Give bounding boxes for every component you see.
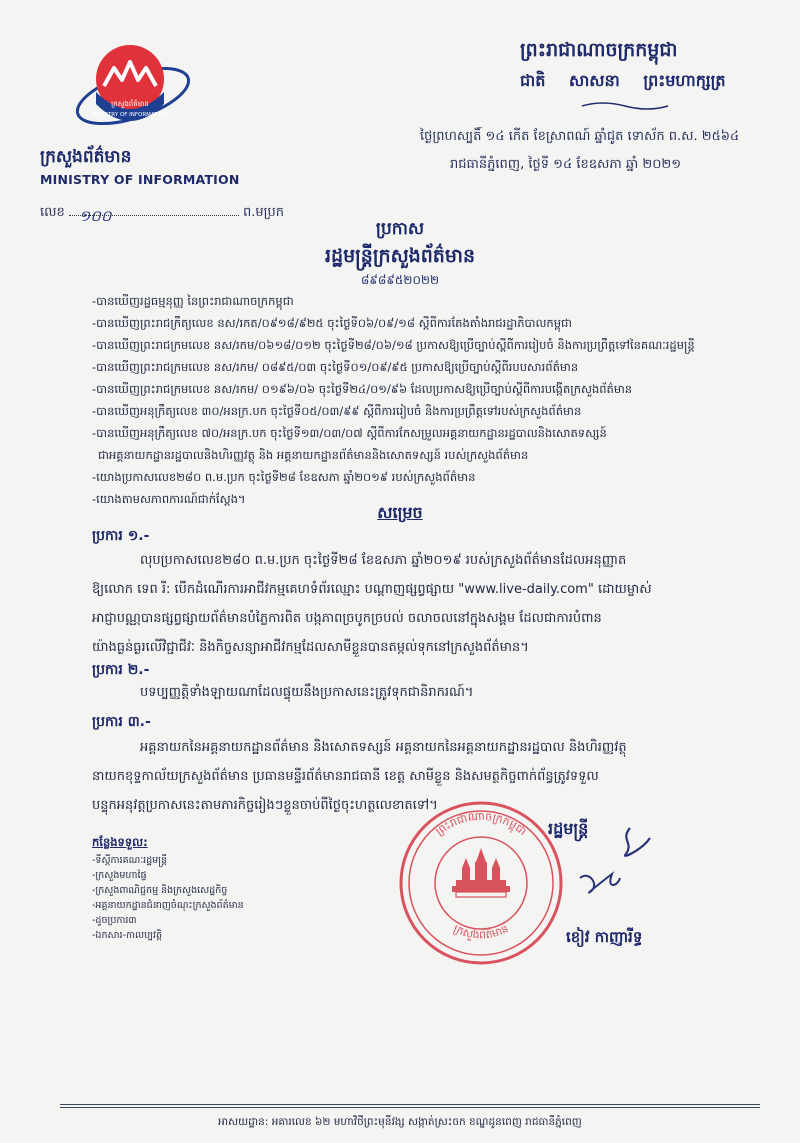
article-line: នាយកខុទ្ទកាល័យក្រសួងព័ត៌មាន ប្រធានមន្ទីរព័ត៌មានរាជធានី ខេត្ត សាមីខ្លួន និងសមត្ថកិច្ចពាក់ព័ន្ធត្រូវទទួល xyxy=(92,769,599,784)
cc-item: -ដូចប្រការ៣ xyxy=(92,915,137,926)
footer-divider xyxy=(60,1104,760,1105)
decision-heading: សម្រេច xyxy=(377,503,423,522)
preamble-item: ជាអគ្គនាយកដ្ឋានរដ្ឋបាលនិងហិរញ្ញវត្ថុ និង អគ្គនាយកដ្ឋានព័ត៌មាននិងសោតទស្សន៍ របស់ក្រសួងព័ត៌មាន xyxy=(98,448,529,462)
preamble-item: -បានឃើញរដ្ឋធម្មនុញ្ញ នៃព្រះរាជាណាចក្រកម្ពុជា xyxy=(92,294,294,308)
seal-text-top: ព្រះរាជាណាចក្រកម្ពុជា xyxy=(433,809,529,839)
preamble-item: -បានឃើញអនុក្រឹត្យលេខ ៣០/អនក្រ.បក ចុះថ្ងៃទី០៥/០៣/៩៩ ស្តីពីការរៀបចំ និងការប្រព្រឹត្តទៅរបស់ក្រសួងព័ត៌មាន xyxy=(92,404,582,418)
ministry-name-kh: ក្រសួងព័ត៌មាន xyxy=(40,147,132,167)
preamble-item: -បានឃើញព្រះរាជក្រមលេខ នស/រកម/០៦១៨/០១២ ចុះថ្ងៃទី២៨/០៦/១៨ ប្រកាសឱ្យប្រើច្បាប់ស្តីពីការរៀបចំ និងការប្រព្រឹត្តទៅនៃគណៈរដ្ឋមន្ត្រី xyxy=(92,338,695,352)
ornament-divider-icon xyxy=(580,100,670,112)
angkor-temple-icon xyxy=(452,848,510,897)
footer-address: អាសយដ្ឋាន: អគារលេខ ៦២ មហាវិថីព្រះមុនីវង្ស សង្កាត់ស្រះចក ខណ្ឌដូនពេញ រាជធានីភ្នំពេញ xyxy=(218,1116,582,1128)
preamble-item: -បានឃើញអនុក្រឹត្យលេខ ៧០/អនក្រ.បក ចុះថ្ងៃទី១៣/០៣/០៧ ស្តីពីការកែសម្រួលអគ្គនាយកដ្ឋានរដ្ឋបាលនិងសោតទស្សន៍ xyxy=(92,426,607,440)
preamble-item: -បានឃើញព្រះរាជក្រឹត្យលេខ នស/រកត/០៩១៨/៩២៥ ចុះថ្ងៃទី០៦/០៩/១៨ ស្តីពីការតែងតាំងរាជរដ្ឋាភិបាលកម្ពុជា xyxy=(92,316,572,330)
preamble-item: -បានឃើញព្រះរាជក្រមលេខ នស/រកម/ ០៨៩៥/០៣ ចុះថ្ងៃទី០១/០៩/៩៥ ប្រកាសឱ្យប្រើច្បាប់ស្តីពីរបបសារព័ត៌មាន xyxy=(92,360,579,374)
document-issuer: រដ្ឋមន្ត្រីក្រសួងព័ត៌មាន xyxy=(324,245,475,267)
article-line: យ៉ាងធ្ងន់ធ្ងរលើវិជ្ជាជីវៈ និងកិច្ចសន្យាអាជីវកម្មដែលសាមីខ្លួនបានតម្កល់ទុកនៅក្រសួងព័ត៌មាន។ xyxy=(92,640,529,655)
article-line: អាជ្ញាបណ្ណបានផ្សព្វផ្សាយព័ត៌មានបំភ្លៃការពិត បង្កភាពច្របូកច្របល់ ចលាចលនៅក្នុងសង្គម ដែលជាការបំពាន xyxy=(92,611,602,626)
ref-line xyxy=(69,207,239,225)
article-line: បន្ទុកអនុវត្តប្រកាសនេះតាមភារកិច្ចរៀងៗខ្លួនចាប់ពីថ្ងៃចុះហត្ថលេខាតទៅ។ xyxy=(92,798,438,813)
article-3-heading: ប្រការ ៣.- xyxy=(92,714,151,730)
logo-text-kh: ក្រសួងព័ត៌មាន xyxy=(111,100,149,108)
preamble-item: -យោងតាមសភាពការណ៍ជាក់ស្តែង។ xyxy=(92,492,246,506)
cc-item: -ក្រសួងពាណិជ្ជកម្ម និងក្រសួងសេដ្ឋកិច្ច xyxy=(92,885,228,896)
document-code: ៨៩៨៩៥២០២២ xyxy=(360,273,440,287)
article-2-body xyxy=(92,678,772,707)
ministry-name-en: MINISTRY OF INFORMATION xyxy=(40,172,240,187)
svg-text:ព្រះរាជាណាចក្រកម្ពុជា xyxy=(433,810,529,838)
article-line: អគ្គនាយកនៃអគ្គនាយកដ្ឋានព័ត៌មាន និងសោតទស្សន៍ អគ្គនាយកនៃអគ្គនាយកដ្ឋានរដ្ឋបាល និងហិរញ្ញវត្ថុ xyxy=(140,740,627,755)
document-type: ប្រកាស xyxy=(375,219,425,239)
national-motto: ជាតិ សាសនា ព្រះមហាក្សត្រ xyxy=(520,71,726,90)
ministry-logo xyxy=(68,34,198,144)
footer-divider xyxy=(60,1107,760,1108)
cc-item: -ឯកសារ-កាលប្បវត្តិ xyxy=(92,930,162,941)
cc-item: -អគ្គនាយកដ្ឋានជំនាញចំណុះក្រសួងព័ត៌មាន xyxy=(92,900,244,911)
ref-label: លេខ xyxy=(40,205,65,220)
cc-list xyxy=(92,853,244,943)
cc-item: -ទីស្តីការគណៈរដ្ឋមន្ត្រី xyxy=(92,855,168,866)
article-line: ឱ្យលោក ទេព រី: បើកដំណើរការអាជីវកម្មគេហទំព័រឈ្មោះ បណ្តាញផ្សព្វផ្សាយ "www.live-daily.com" ដោយម្ចាស់ xyxy=(92,582,652,597)
logo-text-en: MINISTRY OF INFORMATION xyxy=(92,112,168,118)
article-line: លុបប្រកាសលេខ២៨០ ព.ម.ប្រក ចុះថ្ងៃទី២៨ ខែឧសភា ឆ្នាំ២០១៩ របស់ក្រសួងព័ត៌មានដែលអនុញ្ញាត xyxy=(140,553,627,568)
seal-text-bottom: ក្រសួងព័ត៌មាន xyxy=(451,921,511,942)
svg-text:ក្រសួងព័ត៌មាន xyxy=(451,922,510,942)
article-line: បទប្បញ្ញត្តិទាំងឡាយណាដែលផ្ទុយនឹងប្រកាសនេះត្រូវទុកជានិរាករណ៍។ xyxy=(140,685,474,700)
kingdom-title: ព្រះរាជាណាចក្រកម្ពុជា xyxy=(520,39,678,61)
preamble-list xyxy=(92,290,782,510)
cc-item: -ក្រសួងមហាផ្ទៃ xyxy=(92,870,147,881)
signatory-name: ខៀវ កាញារីទ្ធ xyxy=(566,928,643,946)
cc-title: កន្លែងទទួល: xyxy=(92,835,148,849)
date-solar: រាជធានីភ្នំពេញ, ថ្ងៃទី ១៤ ខែឧសភា ឆ្នាំ ២០២១ xyxy=(450,157,682,172)
preamble-item: -បានឃើញព្រះរាជក្រមលេខ នស/រកម/ ០១៩៦/០៦ ចុះថ្ងៃទី២៤/០១/៩៦ ដែលប្រកាសឱ្យប្រើច្បាប់ស្តីពីការបង្កើតក្រសួងព័ត៌មាន xyxy=(92,382,633,396)
official-seal xyxy=(396,798,566,968)
date-lunar: ថ្ងៃព្រហស្បតិ៍ ១៤ កើត ខែស្រាពណ៍ ឆ្នាំជូត ទោស័ក ព.ស. ២៥៦៤ xyxy=(420,129,740,144)
ref-suffix: ព.មប្រក xyxy=(243,205,285,220)
article-1-body xyxy=(92,546,772,662)
ref-value: ១០០ xyxy=(78,207,112,225)
article-2-heading: ប្រការ ២.- xyxy=(92,662,150,678)
article-1-heading: ប្រការ ១.- xyxy=(92,528,150,544)
signatory-title: រដ្ឋមន្ត្រី xyxy=(548,819,589,838)
handwritten-signature xyxy=(560,820,680,940)
preamble-item: -យោងប្រកាសលេខ២៨០ ព.ម.ប្រក ចុះថ្ងៃទី២៨ ខែឧសភា ឆ្នាំ២០១៩ របស់ក្រសួងព័ត៌មាន xyxy=(92,470,476,484)
